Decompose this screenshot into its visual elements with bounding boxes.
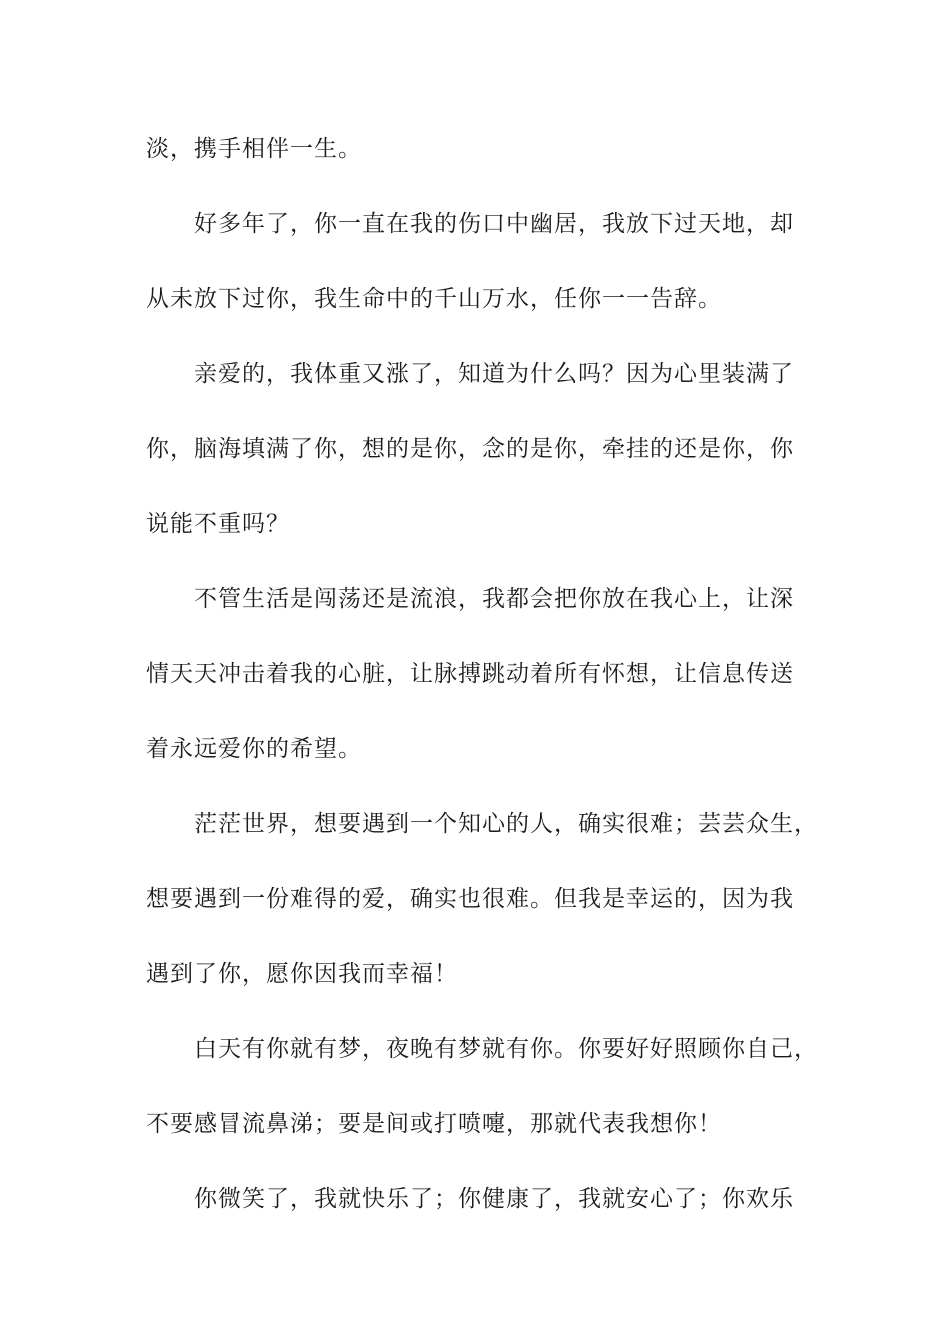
paragraph-start-line: 不管生活是闯荡还是流浪，我都会把你放在我心上，让深 <box>194 586 794 612</box>
paragraph-start-line: 亲爱的，我体重又涨了，知道为什么吗？因为心里装满了 <box>194 361 794 387</box>
text-line: 遇到了你，愿你因我而幸福！ <box>146 961 458 987</box>
paragraph-start-line: 你微笑了，我就快乐了；你健康了，我就安心了；你欢乐 <box>194 1186 794 1212</box>
paragraph-start-line: 好多年了，你一直在我的伤口中幽居，我放下过天地，却 <box>194 211 794 237</box>
text-line: 淡，携手相伴一生。 <box>146 136 362 162</box>
text-line: 你，脑海填满了你，想的是你，念的是你，牵挂的还是你，你 <box>146 436 794 462</box>
text-line: 不要感冒流鼻涕；要是间或打喷嚏，那就代表我想你！ <box>146 1111 722 1137</box>
paragraph-start-line: 白天有你就有梦，夜晚有梦就有你。你要好好照顾你自己， <box>194 1036 818 1062</box>
text-line: 着永远爱你的希望。 <box>146 736 362 762</box>
text-line: 说能不重吗？ <box>146 511 290 537</box>
text-line: 从未放下过你，我生命中的千山万水，任你一一告辞。 <box>146 286 722 312</box>
paragraph-start-line: 茫茫世界，想要遇到一个知心的人，确实很难；芸芸众生， <box>194 811 818 837</box>
text-line: 情天天冲击着我的心脏，让脉搏跳动着所有怀想，让信息传送 <box>146 661 794 687</box>
text-line: 想要遇到一份难得的爱，确实也很难。但我是幸运的，因为我 <box>146 886 794 912</box>
